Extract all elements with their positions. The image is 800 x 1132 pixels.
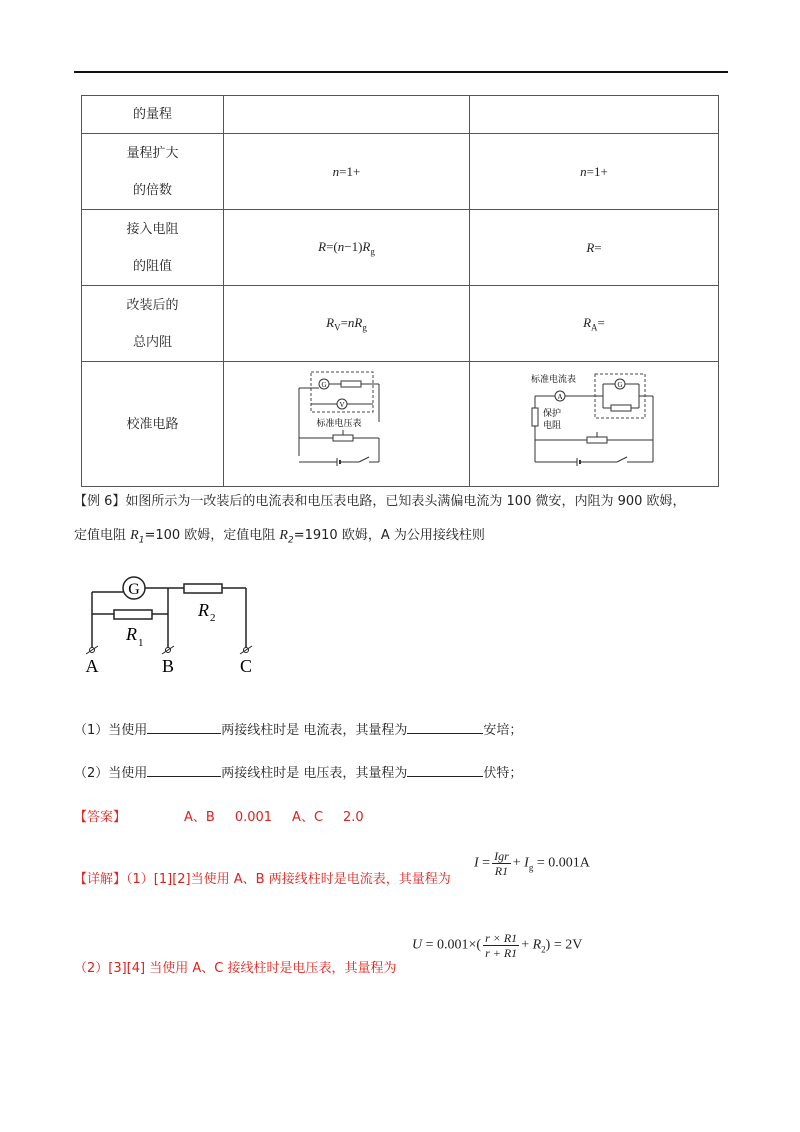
svg-text:1: 1 bbox=[138, 637, 144, 649]
svg-text:标准电流表: 标准电流表 bbox=[531, 374, 577, 384]
svg-text:B: B bbox=[161, 656, 175, 676]
voltmeter-multiple: n=1+ bbox=[224, 134, 470, 210]
answer-blank[interactable] bbox=[407, 764, 483, 777]
switch-symbol bbox=[617, 457, 627, 462]
example-circuit-diagram bbox=[78, 572, 268, 676]
answer-line: 【答案】 A、B 0.001 A、C 2.0 bbox=[74, 810, 364, 825]
ammeter-cell bbox=[470, 96, 719, 134]
table-row bbox=[82, 362, 719, 487]
svg-text:电阻: 电阻 bbox=[543, 420, 562, 430]
table-row bbox=[82, 134, 719, 210]
voltmeter-cell bbox=[224, 96, 470, 134]
ammeter-multiple: n=1+ bbox=[470, 134, 719, 210]
svg-text:G: G bbox=[617, 381, 623, 389]
svg-text:标准电压表: 标准电压表 bbox=[315, 418, 362, 428]
resistor-symbol bbox=[341, 381, 361, 387]
row-label: 的量程 bbox=[82, 96, 224, 134]
svg-text:V: V bbox=[338, 401, 345, 409]
row-label: 量程扩大 的倍数 bbox=[82, 134, 224, 210]
example-line-2: 定值电阻 $R_1=100$ 欧姆，定值电阻 $R_2=1910$ 欧姆，A 为公用接线柱则 bbox=[74, 528, 485, 546]
rheostat-symbol bbox=[333, 435, 353, 441]
detail-line-1: 【详解】（1）[1][2]当使用 A、B 两接线柱时是电流表，其量程为 bbox=[74, 872, 451, 887]
comparison-table bbox=[81, 95, 719, 487]
header-rule bbox=[74, 71, 728, 73]
svg-text:C: C bbox=[239, 656, 253, 676]
ammeter-internal-resistance: $R_A=$ bbox=[470, 286, 719, 362]
svg-text:G: G bbox=[128, 581, 140, 598]
formula-1: I = $\frac{\text{Igr}}{R1}$ + $I_g = 0.001A$ bbox=[474, 849, 590, 878]
voltmeter-internal-resistance: $R_V=nR_g$ bbox=[224, 286, 470, 362]
answer-blank[interactable] bbox=[147, 721, 221, 734]
svg-text:G: G bbox=[320, 381, 327, 389]
svg-text:R: R bbox=[198, 600, 209, 620]
table-row bbox=[82, 96, 719, 134]
example-line-1: 【例 6】如图所示为一改装后的电流表和电压表电路，已知表头满偏电流为 100 微安，内阻为 900 欧姆， bbox=[74, 494, 686, 509]
r2-resistor bbox=[184, 584, 222, 593]
protective-resistor-symbol bbox=[532, 408, 538, 426]
switch-symbol bbox=[359, 457, 369, 462]
svg-text:A: A bbox=[85, 656, 99, 676]
ammeter-calibration-diagram bbox=[529, 370, 659, 474]
row-label: 改装后的 总内阻 bbox=[82, 286, 224, 362]
svg-text:R: R bbox=[126, 624, 137, 644]
row-label: 校准电路 bbox=[82, 362, 224, 487]
svg-text:A: A bbox=[557, 393, 563, 401]
rheostat-symbol bbox=[587, 437, 607, 443]
voltmeter-resistance: $R=(n-1)R_g$ bbox=[224, 210, 470, 286]
table-row bbox=[82, 210, 719, 286]
svg-text:保护: 保护 bbox=[543, 408, 562, 418]
r1-resistor bbox=[114, 610, 152, 619]
formula-2: U = 0.001×( $\frac{r \times R1}{r + R1}$ + $R_2) = 2V$ bbox=[412, 931, 583, 960]
voltmeter-calibration-cell bbox=[224, 362, 470, 487]
shunt-resistor-symbol bbox=[611, 405, 631, 411]
svg-text:2: 2 bbox=[210, 612, 216, 624]
row-label: 接入电阻 的阻值 bbox=[82, 210, 224, 286]
question-2: （2）当使用 两接线柱时是 电压表，其量程为 伏特； bbox=[74, 766, 523, 781]
table-row bbox=[82, 286, 719, 362]
detail-line-2: （2）[3][4] 当使用 A、C 接线柱时是电压表，其量程为 bbox=[74, 961, 397, 976]
voltmeter-calibration-diagram bbox=[297, 370, 397, 474]
question-1: （1）当使用 两接线柱时是 电流表，其量程为 安培； bbox=[74, 723, 523, 738]
ammeter-resistance: R= bbox=[470, 210, 719, 286]
answer-blank[interactable] bbox=[147, 764, 221, 777]
answer-blank[interactable] bbox=[407, 721, 483, 734]
ammeter-calibration-cell bbox=[470, 362, 719, 487]
